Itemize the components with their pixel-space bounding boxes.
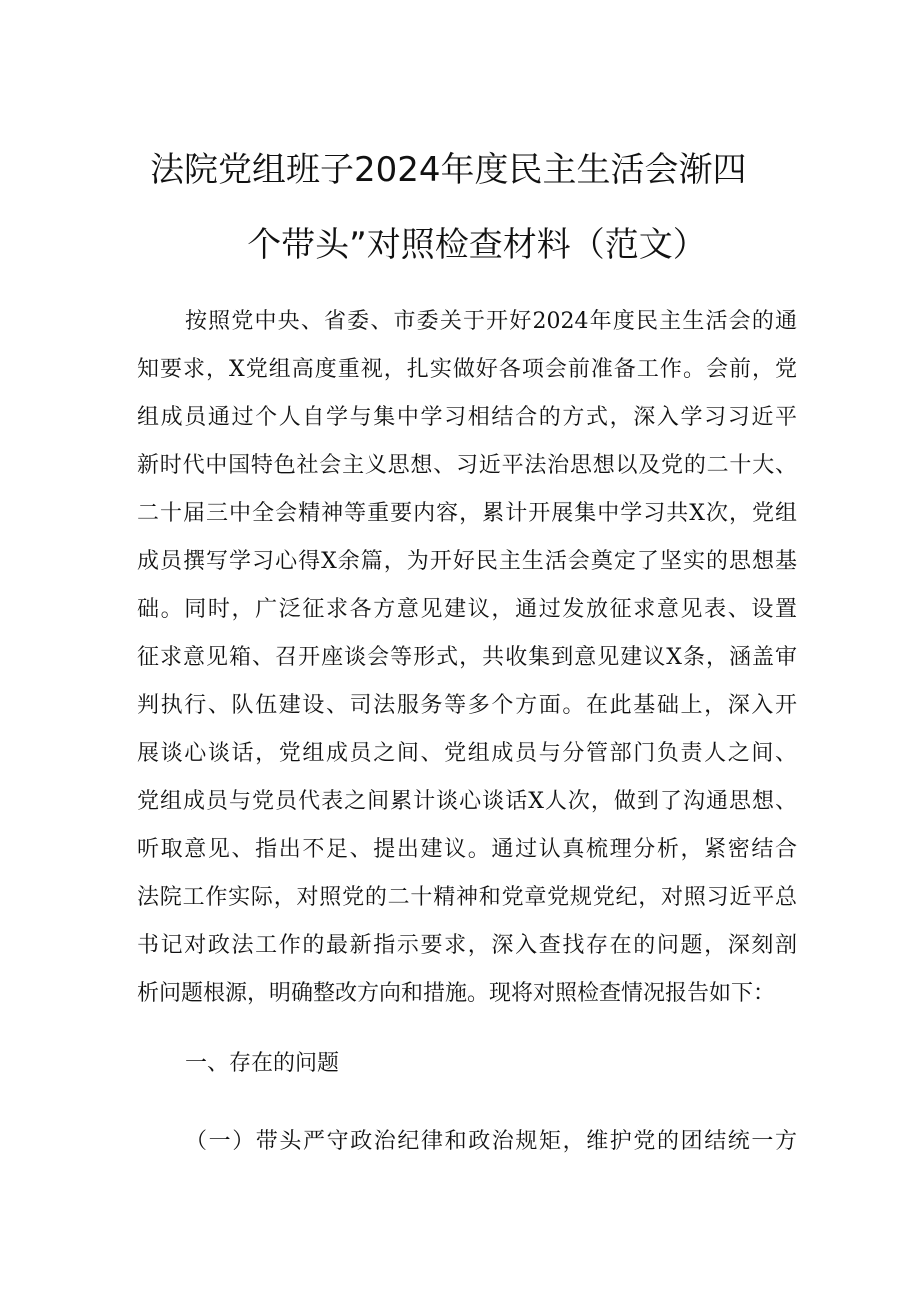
paragraph-line: 成员撰写学习心得X余篇，为开好民主生活会奠定了坚实的思想基: [137, 549, 797, 574]
paragraph-line: 判执行、队伍建设、司法服务等多个方面。在此基础上，深入开: [137, 693, 797, 718]
paragraph-line: 党组成员与党员代表之间累计谈心谈话X人次，做到了沟通思想、: [137, 789, 797, 814]
paragraph-line: 新时代中国特色社会主义思想、习近平法治思想以及党的二十大、: [137, 453, 797, 478]
paragraph-line: 按照党中央、省委、市委关于开好2024年度民主生活会的通: [185, 309, 797, 334]
document-title-line-2: 个带头”对照检查材料（范文）: [247, 225, 707, 265]
paragraph-line: 知要求，X党组高度重视，扎实做好各项会前准备工作。会前，党: [137, 357, 797, 382]
paragraph-line: 书记对政法工作的最新指示要求，深入查找存在的问题，深刻剖: [137, 933, 797, 958]
paragraph-line: 法院工作实际，对照党的二十精神和党章党规党纪，对照习近平总: [137, 885, 797, 910]
paragraph-line: 展谈心谈话，党组成员之间、党组成员与分管部门负责人之间、: [137, 741, 797, 766]
subsection-heading: （一）带头严守政治纪律和政治规矩，维护党的团结统一方: [185, 1129, 797, 1154]
paragraph-line: 听取意见、指出不足、提出建议。通过认真梳理分析，紧密结合: [137, 837, 797, 862]
paragraph-line: 组成员通过个人自学与集中学习相结合的方式，深入学习习近平: [137, 405, 797, 430]
section-heading: 一、存在的问题: [185, 1051, 340, 1076]
document-title-line-1: 法院党组班子2024年度民主生活会渐四: [150, 150, 747, 190]
paragraph-line: 析问题根源，明确整改方向和措施。现将对照检查情况报告如下：: [137, 981, 776, 1006]
paragraph-line: 征求意见箱、召开座谈会等形式，共收集到意见建议X条，涵盖审: [137, 645, 797, 670]
paragraph-line: 二十届三中全会精神等重要内容，累计开展集中学习共X次，党组: [137, 501, 797, 526]
paragraph-line: 础。同时，广泛征求各方意见建议，通过发放征求意见表、设置: [137, 597, 797, 622]
